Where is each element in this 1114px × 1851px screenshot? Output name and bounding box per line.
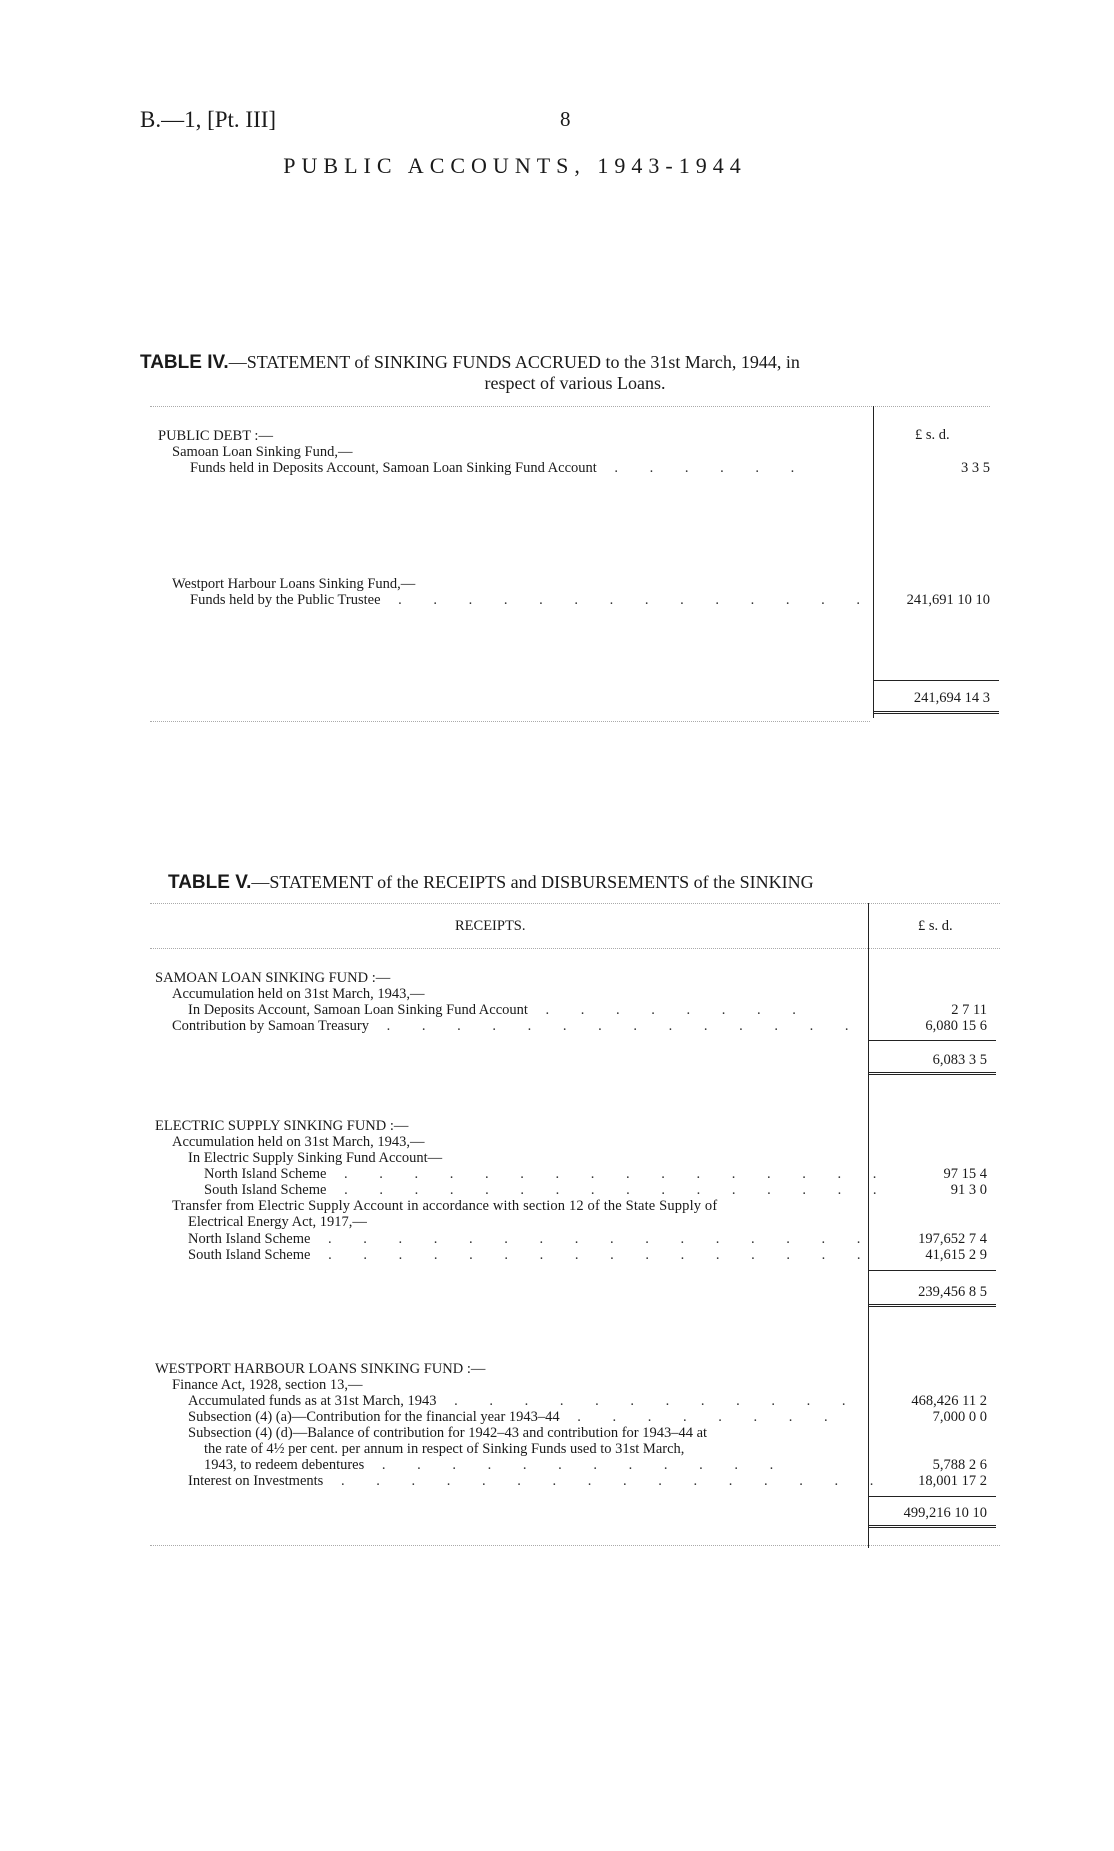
table5-label: TABLE V. — [168, 872, 252, 893]
westport-subsection-a-row — [188, 1409, 842, 1425]
leader-dots: . . . . . . . . . . . . . . . . — [323, 1473, 888, 1489]
westport-rate-line: the rate of 4½ per cent. per annum in respect of Sinking Funds used to 31st March, — [204, 1441, 685, 1457]
electric-south-label-2: South Island Scheme — [188, 1247, 311, 1263]
samoan-deposits-label: In Deposits Account, Samoan Loan Sinking Fund Account — [188, 1002, 528, 1018]
page-number: 8 — [560, 107, 571, 131]
westport-subsection-d: Subsection (4) (d)—Balance of contribution for 1942–43 and contribution for 1943–44 at — [188, 1425, 708, 1441]
samoan-contribution-row — [172, 1018, 862, 1034]
electric-north-label-2: North Island Scheme — [188, 1231, 311, 1247]
samoan-section-title: SAMOAN LOAN SINKING FUND :— — [155, 970, 391, 986]
westport-total: 499,216 10 10 — [903, 1505, 987, 1521]
electric-accumulation: Accumulation held on 31st March, 1943,— — [172, 1134, 425, 1150]
samoan-deposits-amount: 2 7 11 — [951, 1002, 987, 1018]
westport-total-double-rule — [868, 1525, 996, 1528]
westport-interest-label: Interest on Investments — [188, 1473, 324, 1489]
leader-dots: . . . . . . . . — [559, 1409, 842, 1425]
table4-samoan-funds-held — [190, 460, 808, 476]
table5-currency-heading: £ s. d. — [918, 918, 953, 934]
leader-dots: . . . . . . . . . . . . — [364, 1457, 788, 1473]
electric-north-row-1 — [204, 1166, 890, 1182]
westport-subsection-a-label: Subsection (4) (a)—Contribution for the financial year 1943–44 — [188, 1409, 560, 1425]
electric-section-title: ELECTRIC SUPPLY SINKING FUND :— — [155, 1118, 409, 1134]
westport-finance-act: Finance Act, 1928, section 13,— — [172, 1377, 363, 1393]
document-reference: B.—1, [Pt. III] — [140, 107, 277, 132]
samoan-total-rule — [868, 1040, 996, 1041]
electric-transfer: Transfer from Electric Supply Account in accordance with section 12 of the State Supply of — [172, 1198, 718, 1214]
leader-dots: . . . . . . . . . . . . . . . . — [310, 1247, 875, 1263]
westport-accumulated-row — [188, 1393, 859, 1409]
page-title: PUBLIC ACCOUNTS, 1943-1944 — [283, 153, 747, 178]
electric-north-amount-1: 97 15 4 — [943, 1166, 987, 1182]
leader-dots: . . . . . . — [596, 460, 809, 476]
table5-bottom-rule — [150, 1545, 1000, 1546]
table5-heading — [168, 872, 814, 894]
westport-total-rule — [868, 1496, 996, 1497]
westport-interest-amount: 18,001 17 2 — [918, 1473, 987, 1489]
leader-dots: . . . . . . . . . . . . . . — [368, 1018, 863, 1034]
electric-south-row-1 — [204, 1182, 890, 1198]
samoan-total-double-rule — [868, 1072, 996, 1075]
electric-total-rule — [868, 1270, 996, 1271]
westport-section-title: WESTPORT HARBOUR LOANS SINKING FUND :— — [155, 1361, 486, 1377]
electric-north-row-2 — [188, 1231, 874, 1247]
table4-samoan-fund: Samoan Loan Sinking Fund,— — [172, 444, 353, 460]
leader-dots: . . . . . . . . . . . . . . — [380, 592, 875, 608]
leader-dots: . . . . . . . . . . . . — [436, 1393, 860, 1409]
table5-amount-column-rule — [868, 903, 869, 1548]
samoan-contribution-label: Contribution by Samoan Treasury — [172, 1018, 369, 1034]
electric-total-double-rule — [868, 1304, 996, 1307]
table4-total: 241,694 14 3 — [913, 690, 990, 706]
electric-south-row-2 — [188, 1247, 874, 1263]
samoan-total: 6,083 3 5 — [932, 1052, 987, 1068]
westport-debentures-label: 1943, to redeem debentures — [204, 1457, 365, 1473]
table4-public-debt: PUBLIC DEBT :— — [158, 428, 273, 444]
electric-fund-account: In Electric Supply Sinking Fund Account— — [188, 1150, 443, 1166]
table4-bottom-rule — [150, 721, 870, 722]
table5-title: —STATEMENT of the RECEIPTS and DISBURSEMENTS of the SINKING — [251, 872, 814, 892]
table4-westport-amount: 241,691 10 10 — [906, 592, 990, 608]
table4-total-double-rule — [873, 711, 999, 714]
table4-samoan-amount: 3 3 5 — [961, 460, 990, 476]
westport-debentures-row — [204, 1457, 787, 1473]
leader-dots: . . . . . . . . . . . . . . . . — [310, 1231, 875, 1247]
table4-label: TABLE IV. — [140, 352, 229, 373]
table4-westport-funds-held — [190, 592, 874, 608]
electric-north-amount-2: 197,652 7 4 — [918, 1231, 987, 1247]
table4-westport-funds-held-label: Funds held by the Public Trustee — [190, 592, 381, 608]
electric-energy-act: Electrical Energy Act, 1917,— — [188, 1214, 367, 1230]
table5-header-rule — [150, 948, 1000, 949]
table4-amount-column-rule — [873, 406, 874, 718]
westport-subsection-a-amount: 7,000 0 0 — [932, 1409, 987, 1425]
table5-receipts-heading: RECEIPTS. — [455, 918, 526, 934]
electric-south-label-1: South Island Scheme — [204, 1182, 327, 1198]
table5-top-rule — [150, 903, 1000, 904]
samoan-accumulation: Accumulation held on 31st March, 1943,— — [172, 986, 425, 1002]
electric-north-label-1: North Island Scheme — [204, 1166, 327, 1182]
electric-south-amount-2: 41,615 2 9 — [925, 1247, 987, 1263]
leader-dots: . . . . . . . . — [527, 1002, 810, 1018]
table4-subtitle: respect of various Loans. — [484, 373, 666, 393]
table4-title: —STATEMENT of SINKING FUNDS ACCRUED to the 31st March, 1944, in — [228, 352, 800, 372]
leader-dots: . . . . . . . . . . . . . . . . — [326, 1182, 891, 1198]
westport-interest-row — [188, 1473, 887, 1489]
table4-currency-heading: £ s. d. — [915, 427, 950, 443]
table4-westport-fund: Westport Harbour Loans Sinking Fund,— — [172, 576, 416, 592]
westport-accumulated-label: Accumulated funds as at 31st March, 1943 — [188, 1393, 437, 1409]
westport-debentures-amount: 5,788 2 6 — [932, 1457, 987, 1473]
samoan-contribution-amount: 6,080 15 6 — [925, 1018, 987, 1034]
table4-top-rule — [150, 406, 990, 407]
samoan-deposits-row — [188, 1002, 810, 1018]
electric-total: 239,456 8 5 — [918, 1284, 987, 1300]
electric-south-amount-1: 91 3 0 — [950, 1182, 987, 1198]
table4-heading — [140, 352, 800, 374]
table4-samoan-funds-held-label: Funds held in Deposits Account, Samoan Loan Sinking Fund Account — [190, 460, 597, 476]
westport-accumulated-amount: 468,426 11 2 — [911, 1393, 987, 1409]
leader-dots: . . . . . . . . . . . . . . . . — [326, 1166, 891, 1182]
table4-total-rule — [873, 680, 999, 681]
